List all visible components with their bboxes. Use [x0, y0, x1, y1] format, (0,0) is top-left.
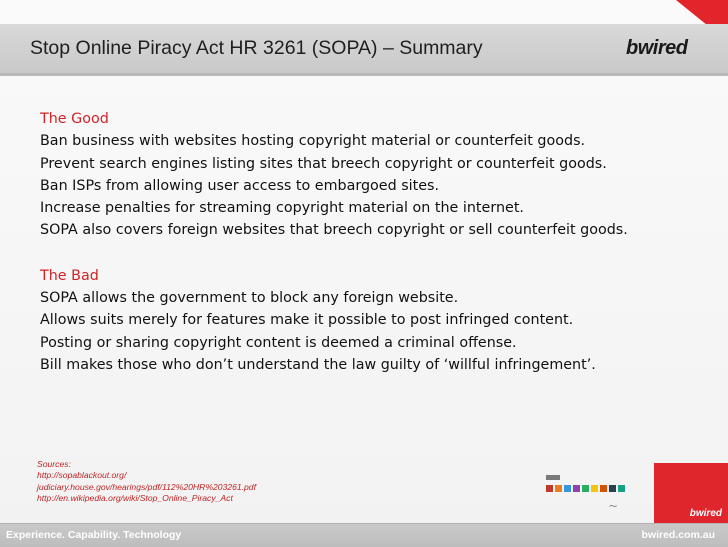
thumbnail-tile — [564, 485, 571, 492]
good-heading: The Good — [40, 111, 109, 127]
good-item: Ban business with websites hosting copyright material or counterfeit goods. — [40, 133, 586, 150]
bad-heading: The Bad — [40, 267, 99, 284]
thumbnail-signature-mark: ~ — [608, 499, 619, 513]
good-item: SOPA also covers foreign websites that breech copyright or sell counterfeit goods. — [40, 222, 628, 239]
thumbnail-tile — [609, 485, 616, 492]
section-spacer — [40, 242, 720, 265]
thumbnail-header-mark — [546, 475, 560, 480]
bad-item: SOPA allows the government to block any foreign website. — [40, 290, 459, 307]
good-item: Ban ISPs from allowing user access to embargoed sites. — [40, 177, 440, 194]
bad-item: Posting or sharing copyright content is deemed a criminal offense. — [40, 334, 517, 351]
footer-tagline: Experience. Capability. Technology — [6, 529, 182, 541]
thumbnail-tile — [573, 485, 580, 492]
thumbnail-tile — [600, 485, 607, 492]
slide-title: Stop Online Piracy Act HR 3261 (SOPA) – Summary — [30, 37, 483, 59]
slide-body — [40, 108, 720, 376]
source-link[interactable]: http://en.wikipedia.org/wiki/Stop_Online_Piracy_Act — [37, 492, 233, 503]
source-link[interactable]: http://sopablackout.org/ — [37, 470, 127, 481]
thumbnail-tile — [591, 485, 598, 492]
sources-label: Sources: — [37, 459, 71, 469]
brand-logo: bwired — [626, 37, 688, 59]
sources-block — [37, 459, 256, 504]
thumbnail-tile — [555, 485, 562, 492]
thumbnail-tile — [618, 485, 625, 492]
title-bar — [0, 24, 728, 76]
good-item: Prevent search engines listing sites that breech copyright or counterfeit goods. — [40, 155, 607, 172]
thumbnail-tile — [546, 485, 553, 492]
bad-item: Bill makes those who don’t understand the law guilty of ‘willful infringement’. — [40, 356, 596, 373]
bad-item: Allows suits merely for features make it possible to post infringed content. — [40, 312, 574, 329]
source-link[interactable]: judiciary.house.gov/hearings/pdf/112%20HR%203261.pdf — [37, 481, 256, 492]
good-item: Increase penalties for streaming copyright material on the internet. — [40, 200, 524, 217]
brand-badge-logo: bwired — [689, 508, 722, 519]
footer-bar — [0, 523, 728, 547]
show-thumbnail-graphic — [544, 475, 644, 515]
thumbnail-tile — [582, 485, 589, 492]
footer-website[interactable]: bwired.com.au — [641, 529, 715, 541]
brand-badge — [654, 463, 728, 523]
